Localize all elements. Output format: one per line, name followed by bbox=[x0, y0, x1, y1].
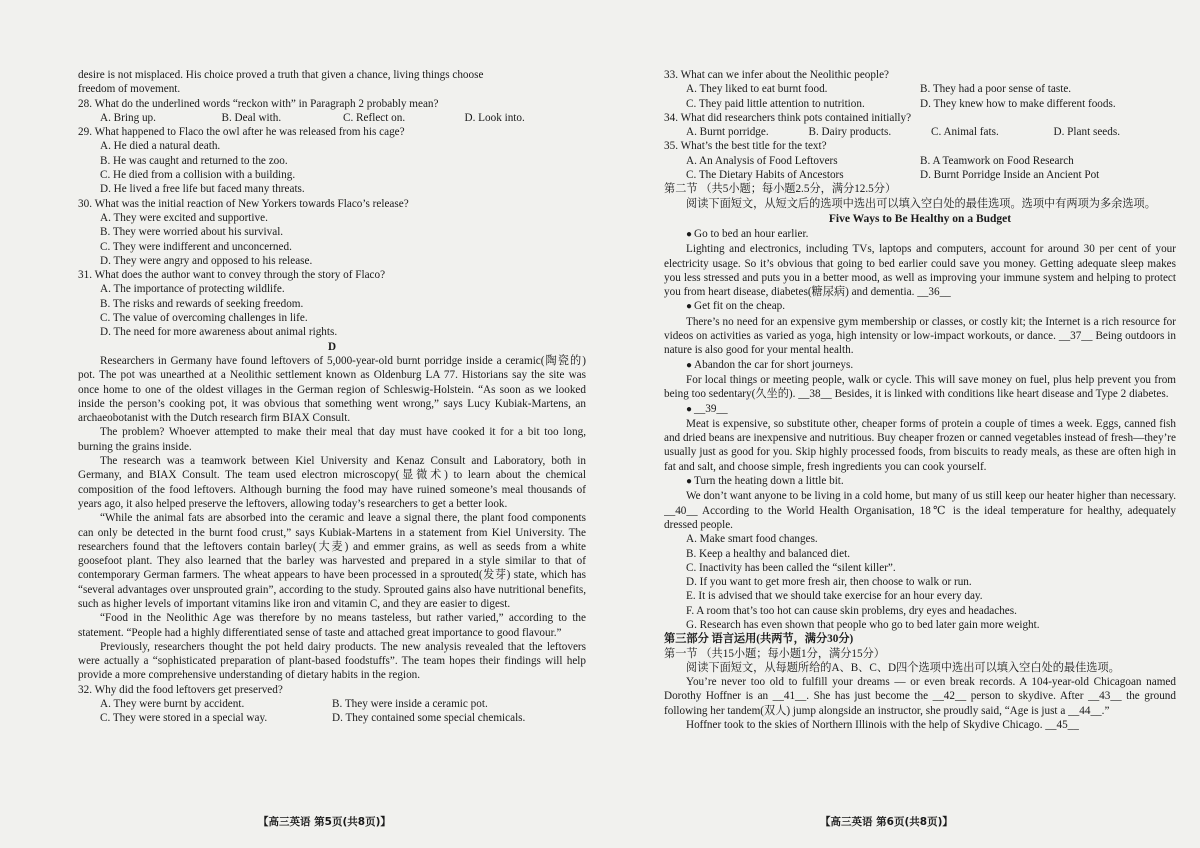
answer-option: D. They contained some special chemicals. bbox=[332, 712, 526, 725]
text-line: G. Research has even shown that people who go to bed later gain more weight. bbox=[686, 618, 1040, 631]
text-line: C. Inactivity has been called the “silent killer”. bbox=[686, 561, 896, 574]
text-line: E. It is advised that we should take exercise for an hour every day. bbox=[686, 590, 983, 603]
text-line: 32. Why did the food leftovers get preserved? bbox=[78, 683, 283, 696]
text-line: D. They were angry and opposed to his release. bbox=[100, 254, 313, 267]
option-row bbox=[664, 125, 1176, 139]
text-line: ● Abandon the car for short journeys. bbox=[664, 358, 1176, 373]
text-line: F. A room that’s too hot can cause skin problems, dry eyes and headaches. bbox=[686, 604, 1017, 617]
page-5-footer: 【高三英语 第5页(共8页)】 bbox=[258, 816, 391, 828]
text-line: Lighting and electronics, including TVs, laptops and computers, account for around 30 per cent of your electricity usage. So it’s obvious that going to bed earlier could save you money. Getting adequate sleep makes you less stressed and puts you in a better mood, as well as improving your immune system and helping to protect you from heart disease, diabetes(糖尿病) and dementia. __36__ bbox=[664, 243, 1176, 299]
answer-option: D. They knew how to make different foods. bbox=[920, 97, 1116, 110]
text-line: 31. What does the author want to convey through the story of Flaco? bbox=[78, 269, 386, 282]
text-line: freedom of movement. bbox=[78, 83, 181, 96]
text-line: Hoffner took to the skies of Northern Illinois with the help of Skydive Chicago. __45__ bbox=[686, 719, 1079, 732]
answer-option: A. Burnt porridge. bbox=[686, 126, 769, 139]
text-line: C. He died from a collision with a building. bbox=[100, 169, 296, 182]
option-row bbox=[78, 111, 586, 125]
text-line: A. They were excited and supportive. bbox=[100, 211, 268, 224]
text-line: Five Ways to Be Healthy on a Budget bbox=[828, 212, 1012, 225]
text-line: 35. What’s the best title for the text? bbox=[664, 140, 827, 153]
page-5-column bbox=[78, 68, 586, 810]
text-line: ● __39__ bbox=[664, 402, 1176, 417]
text-line: D. He lived a free life but faced many threats. bbox=[100, 183, 305, 196]
answer-option: C. Reflect on. bbox=[343, 111, 406, 124]
text-line: “While the animal fats are absorbed into the ceramic and leave a signal there, the plant food components can only be detected in the burnt food crust,” says Kubiak-Martens in a statement from Kiel University. The researchers found that the leftovers contain barley(大麦) and emmer grains, as well as seeds from a white goosefoot plant. They also learned that the barley was harvested and prepared in a style similar to that of contemporary German farmers. The wheat appears to have been processed in a sprouted(发芽) state, which has “several advantages over unsprouted grain”, according to the study. Sprouted gains also have nutritional benefits, such as higher levels of important vitamins like iron and vitamin C, and they are easier to digest. bbox=[78, 512, 586, 610]
text-line: 29. What happened to Flaco the owl after he was released from his cage? bbox=[78, 126, 405, 139]
option-row bbox=[78, 697, 586, 711]
text-line: B. They were worried about his survival. bbox=[100, 226, 284, 239]
text-line: ● Turn the heating down a little bit. bbox=[664, 474, 1176, 489]
text-line: A. Make smart food changes. bbox=[686, 533, 818, 546]
text-line: 第三部分 语言运用(共两节，满分30分) bbox=[664, 633, 854, 646]
option-row bbox=[664, 154, 1176, 168]
option-row bbox=[78, 711, 586, 725]
text-line: 第二节 （共5小题；每小题2.5分，满分12.5分） bbox=[664, 183, 897, 196]
answer-option: C. Animal fats. bbox=[931, 126, 999, 139]
text-line: Previously, researchers thought the pot held dairy products. The new analysis revealed that the leftovers were actually a “sophisticated preparation of plant-based foodstuffs”. The team hopes their findings will help provide a more comprehensive understanding of dietary habits in the region. bbox=[78, 640, 586, 682]
text-line: 28. What do the underlined words “reckon with” in Paragraph 2 probably mean? bbox=[78, 97, 439, 110]
answer-option: A. An Analysis of Food Leftovers bbox=[686, 154, 838, 167]
text-line: For local things or meeting people, walk or cycle. This will save money on fuel, plus help prevent you from being too sedentary(久坐的). __38__ Besides, it is linked with conditions like heart disease and Type 2 diabetes. bbox=[664, 373, 1176, 401]
text-line: 阅读下面短文，从短文后的选项中选出可以填入空白处的最佳选项。选项中有两项为多余选项。 bbox=[686, 197, 1156, 210]
text-line: ● Go to bed an hour earlier. bbox=[664, 227, 1176, 242]
text-line: 阅读下面短文，从每题所给的A、B、C、D四个选项中选出可以填入空白处的最佳选项。 bbox=[686, 661, 1120, 674]
text-line: We don’t want anyone to be living in a cold home, but many of us still keep our heater higher than necessary. __40__ According to the World Health Organisation, 18℃ is the ideal temperature for healthy, adequately dressed people. bbox=[664, 490, 1176, 531]
text-line: 30. What was the initial reaction of New Yorkers towards Flaco’s release? bbox=[78, 197, 409, 210]
text-line: D bbox=[327, 340, 337, 353]
text-line: B. The risks and rewards of seeking freedom. bbox=[100, 297, 304, 310]
text-line: 第一节 （共15小题；每小题1分，满分15分） bbox=[664, 647, 885, 660]
answer-option: D. Burnt Porridge Inside an Ancient Pot bbox=[920, 169, 1100, 182]
text-line: ● Get fit on the cheap. bbox=[664, 299, 1176, 314]
text-line: 34. What did researchers think pots contained initially? bbox=[664, 111, 912, 124]
answer-option: D. Look into. bbox=[464, 111, 525, 124]
answer-option: B. They were inside a ceramic pot. bbox=[332, 698, 488, 711]
option-row bbox=[664, 97, 1176, 111]
answer-option: B. They had a poor sense of taste. bbox=[920, 83, 1072, 96]
text-line: A. He died a natural death. bbox=[100, 140, 221, 153]
answer-option: A. They were burnt by accident. bbox=[100, 698, 245, 711]
answer-option: B. A Teamwork on Food Research bbox=[920, 154, 1074, 167]
text-line: desire is not misplaced. His choice proved a truth that given a chance, living things choose bbox=[78, 69, 484, 81]
option-row bbox=[664, 168, 1176, 182]
text-line: Meat is expensive, so substitute other, cheaper forms of protein a couple of times a week. Eggs, canned fish and dried beans are inexpensive and nutritious. Buy cheaper frozen or canned vegetables instead of fresh—they’re usually just as good for you. Skip highly processed foods, from biscuits to ready meals, as these are often high in fat and salt, and choose simple, fresh ingredients you can cook yourself. bbox=[664, 417, 1176, 473]
answer-option: D. Plant seeds. bbox=[1053, 126, 1120, 139]
text-line: A. The importance of protecting wildlife. bbox=[100, 283, 285, 296]
answer-option: C. They paid little attention to nutrition. bbox=[686, 97, 865, 110]
option-row bbox=[664, 82, 1176, 96]
text-line: Researchers in Germany have found leftovers of 5,000-year-old burnt porridge inside a ceramic(陶瓷的) pot. The pot was unearthed at a Neolithic settlement known as Oldenburg LA 77. Historians say the site was once home to one of the oldest villages in the German region of Schleswig-Holstein. “As soon as we looked inside the person’s cooking pot, it was obvious that something went wrong,” says Lucy Kubiak-Martens, an archaeobotanist with the Dutch research firm BIAX Consult. bbox=[78, 354, 586, 425]
answer-option: A. Bring up. bbox=[100, 111, 156, 124]
answer-option: B. Deal with. bbox=[221, 111, 282, 124]
text-line: B. He was caught and returned to the zoo. bbox=[100, 154, 288, 167]
text-line: You’re never too old to fulfill your dreams — or even break records. A 104-year-old Chicagoan named Dorothy Hoffner is an __41__. She has just become the __42__ person to skydive. After __43__ the ground following her tandem(双人) jump alongside an instructor, she proudly said, “Age is just a __44__.” bbox=[664, 676, 1176, 717]
answer-option: C. They were stored in a special way. bbox=[100, 712, 268, 725]
page-6-column bbox=[664, 68, 1176, 810]
text-line: There’s no need for an expensive gym membership or classes, or costly kit; the Internet is a rich resource for videos on activities as varied as yoga, high intensity or low-impact workouts, or dance. __37__ Being outdoors in nature is also good for your mental health. bbox=[664, 315, 1176, 357]
text-line: C. They were indifferent and unconcerned. bbox=[100, 240, 292, 253]
answer-option: B. Dairy products. bbox=[808, 126, 892, 139]
answer-option: A. They liked to eat burnt food. bbox=[686, 83, 828, 96]
text-line: B. Keep a healthy and balanced diet. bbox=[686, 547, 851, 560]
text-line: D. The need for more awareness about animal rights. bbox=[100, 326, 338, 339]
text-line: “Food in the Neolithic Age was therefore by no means tasteless, but rather varied,” according to the statement. “People had a highly differentiated sense of taste and attached great importance to good flavour.” bbox=[78, 612, 586, 639]
text-line: The problem? Whoever attempted to make their meal that day must have cooked it for a bit too long, burning the grains inside. bbox=[78, 426, 586, 453]
answer-option: C. The Dietary Habits of Ancestors bbox=[686, 169, 844, 182]
text-line: 33. What can we infer about the Neolithic people? bbox=[664, 69, 890, 81]
text-line: C. The value of overcoming challenges in life. bbox=[100, 312, 308, 325]
text-line: D. If you want to get more fresh air, then choose to walk or run. bbox=[686, 576, 972, 589]
text-line: The research was a teamwork between Kiel University and Kenaz Consult and Laboratory, both in Germany, and BIAX Consult. The team used electron microscopy(显微术) to learn about the chemical composition of the food leftovers. Although burning the food may have ruined someone’s meal thousands of years ago, it also helped preserve the leftovers, allowing today’s researchers to get a better look. bbox=[78, 455, 586, 510]
page-6-footer: 【高三英语 第6页(共8页)】 bbox=[820, 816, 953, 828]
